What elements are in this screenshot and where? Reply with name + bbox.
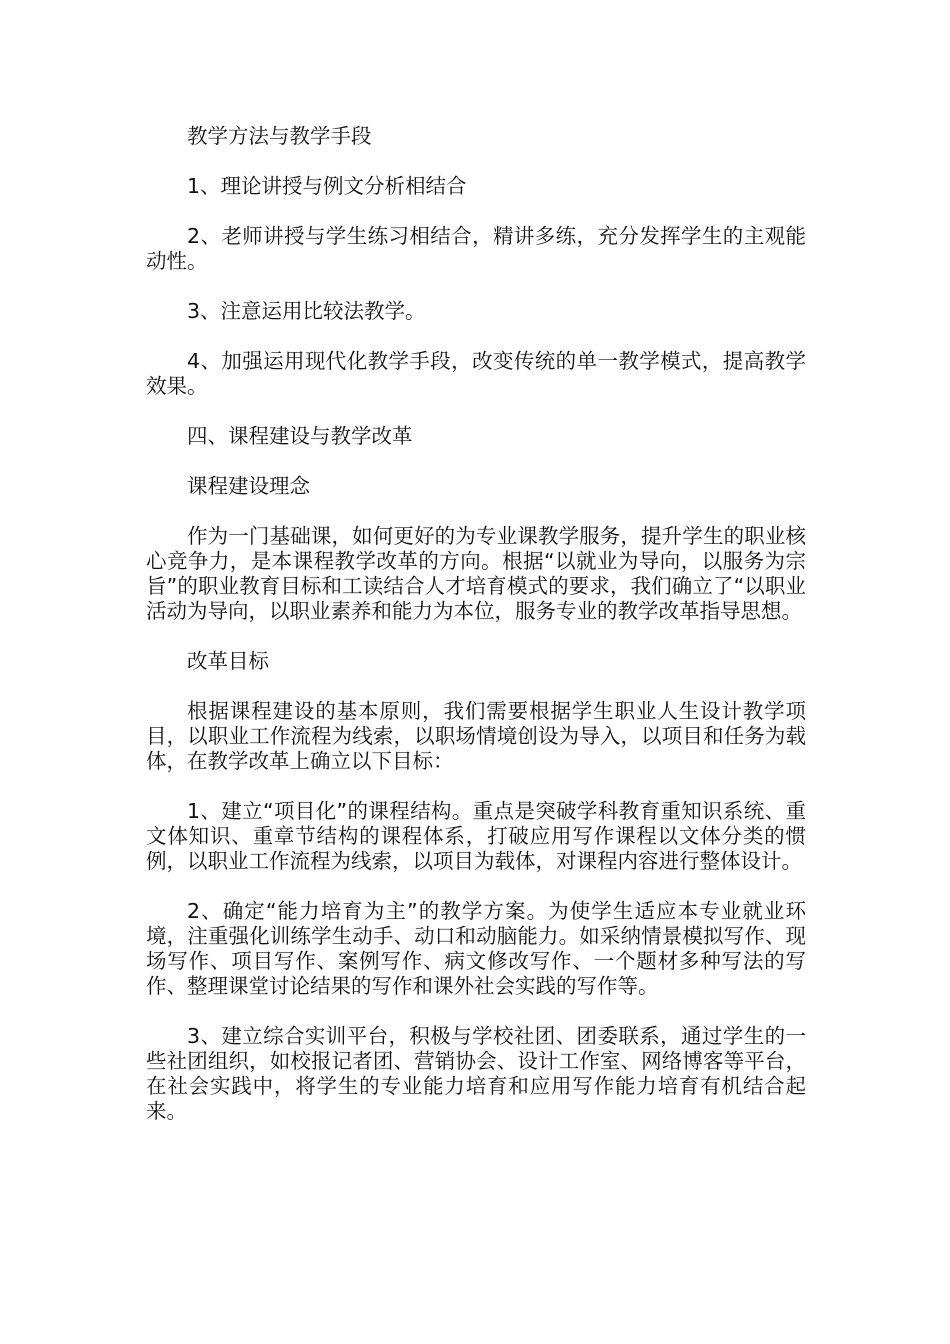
section-heading-teaching-methods: 教学方法与教学手段 (187, 124, 372, 148)
subheading-reform-goals: 改革目标 (187, 649, 269, 673)
paragraph-reform-goals: 根据课程建设的基本原则，我们需要根据学生职业人生设计教学项目，以职业工作流程为线索，以职场情境创设为导入，以项目和任务为载体，在教学改革上确立以下目标： (146, 699, 806, 773)
section-heading-course-reform: 四、课程建设与教学改革 (187, 424, 413, 448)
list-item-goal-3: 3、建立综合实训平台，积极与学校社团、团委联系，通过学生的一些社团组织，如校报记者团、营销协会、设计工作室、网络博客等平台，在社会实践中，将学生的专业能力培育和应用写作能力培育有机结合起来。 (146, 1024, 806, 1123)
document-body (146, 124, 806, 1149)
list-item-method-1: 1、理论讲授与例文分析相结合 (187, 174, 467, 198)
paragraph-course-concept: 作为一门基础课，如何更好的为专业课教学服务，提升学生的职业核心竞争力，是本课程教学改革的方向。根据“以就业为导向，以服务为宗旨”的职业教育目标和工读结合人才培育模式的要求，我们确立了“以职业活动为导向，以职业素养和能力为本位，服务专业的教学改革指导思想。 (146, 524, 806, 623)
list-item-goal-2: 2、确定“能力培育为主”的教学方案。为使学生适应本专业就业环境，注重强化训练学生动手、动口和动脑能力。如采纳情景模拟写作、现场写作、项目写作、案例写作、病文修改写作、一个题材多种写法的写作、整理课堂讨论结果的写作和课外社会实践的写作等。 (146, 899, 806, 998)
list-item-method-4: 4、加强运用现代化教学手段，改变传统的单一教学模式，提高教学效果。 (146, 349, 806, 398)
subheading-course-concept: 课程建设理念 (187, 474, 310, 498)
list-item-method-2: 2、老师讲授与学生练习相结合，精讲多练，充分发挥学生的主观能动性。 (146, 224, 806, 273)
list-item-goal-1: 1、建立“项目化”的课程结构。重点是突破学科教育重知识系统、重文体知识、重章节结构的课程体系，打破应用写作课程以文体分类的惯例，以职业工作流程为线索，以项目为载体，对课程内容进行整体设计。 (146, 799, 806, 873)
list-item-method-3: 3、注意运用比较法教学。 (187, 299, 426, 323)
